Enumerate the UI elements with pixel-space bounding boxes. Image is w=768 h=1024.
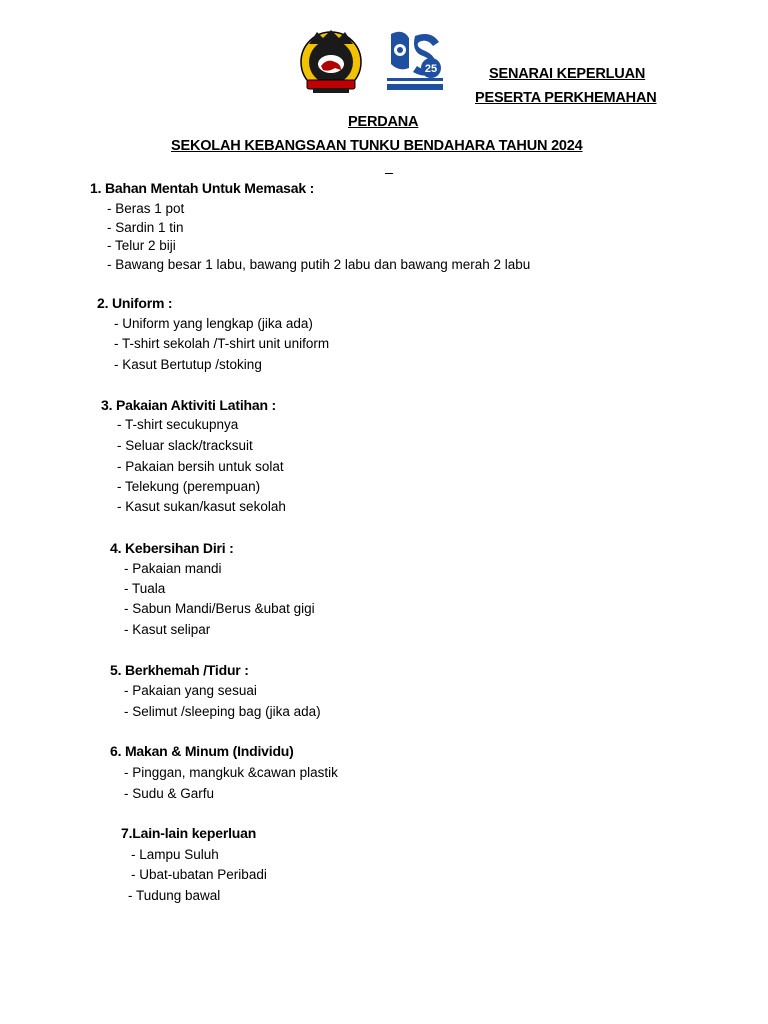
list-item: - Uniform yang lengkap (jika ada) — [114, 316, 313, 331]
list-item: - Sudu & Garfu — [124, 786, 215, 801]
list-item: - Bawang besar 1 labu, bawang putih 2 labu dan bawang merah 2 labu — [107, 257, 531, 272]
title-line-5: _ — [385, 160, 393, 176]
section-title: 5. Berkhemah /Tidur : — [110, 662, 249, 678]
list-item: - Beras 1 pot — [107, 201, 185, 216]
section-title: 6. Makan & Minum (Individu) — [110, 743, 294, 759]
logo-number: 25 — [424, 63, 438, 75]
list-item: - Sardin 1 tin — [107, 220, 184, 235]
list-item: - Kasut Bertutup /stoking — [114, 357, 262, 372]
section-title: 1. Bahan Mentah Untuk Memasak : — [90, 180, 315, 196]
list-item: - Pakaian mandi — [124, 561, 222, 576]
list-item: - Kasut selipar — [124, 622, 211, 637]
title-line-4: SEKOLAH KEBANGSAAN TUNKU BENDAHARA TAHUN 2024 — [171, 138, 583, 154]
section-title: 2. Uniform : — [97, 295, 173, 311]
title-line-3: PERDANA — [348, 114, 419, 130]
school-crest-icon — [299, 26, 363, 96]
list-item: - Pinggan, mangkuk &cawan plastik — [124, 765, 338, 780]
section-title: 4. Kebersihan Diri : — [110, 540, 234, 556]
list-item: - T-shirt sekolah /T-shirt unit uniform — [114, 336, 330, 351]
list-item: - Selimut /sleeping bag (jika ada) — [124, 704, 321, 719]
list-item: - Tudung bawal — [128, 888, 221, 903]
list-item: - Lampu Suluh — [131, 847, 219, 862]
list-item: - Kasut sukan/kasut sekolah — [117, 499, 286, 514]
ministry-logo-icon — [385, 28, 445, 92]
list-item: - Seluar slack/tracksuit — [117, 438, 253, 453]
section-title: 7.Lain-lain keperluan — [121, 825, 257, 841]
list-item: - T-shirt secukupnya — [117, 417, 239, 432]
list-item: - Pakaian bersih untuk solat — [117, 459, 284, 474]
title-line-1: SENARAI KEPERLUAN — [489, 66, 646, 82]
list-item: - Telekung (perempuan) — [117, 479, 261, 494]
list-item: - Tuala — [124, 581, 166, 596]
list-item: - Telur 2 biji — [107, 238, 176, 253]
list-item: - Ubat-ubatan Peribadi — [131, 867, 267, 882]
list-item: - Pakaian yang sesuai — [124, 683, 257, 698]
list-item: - Sabun Mandi/Berus &ubat gigi — [124, 601, 315, 616]
section-title: 3. Pakaian Aktiviti Latihan : — [101, 397, 276, 413]
title-line-2: PESERTA PERKHEMAHAN — [475, 90, 657, 106]
